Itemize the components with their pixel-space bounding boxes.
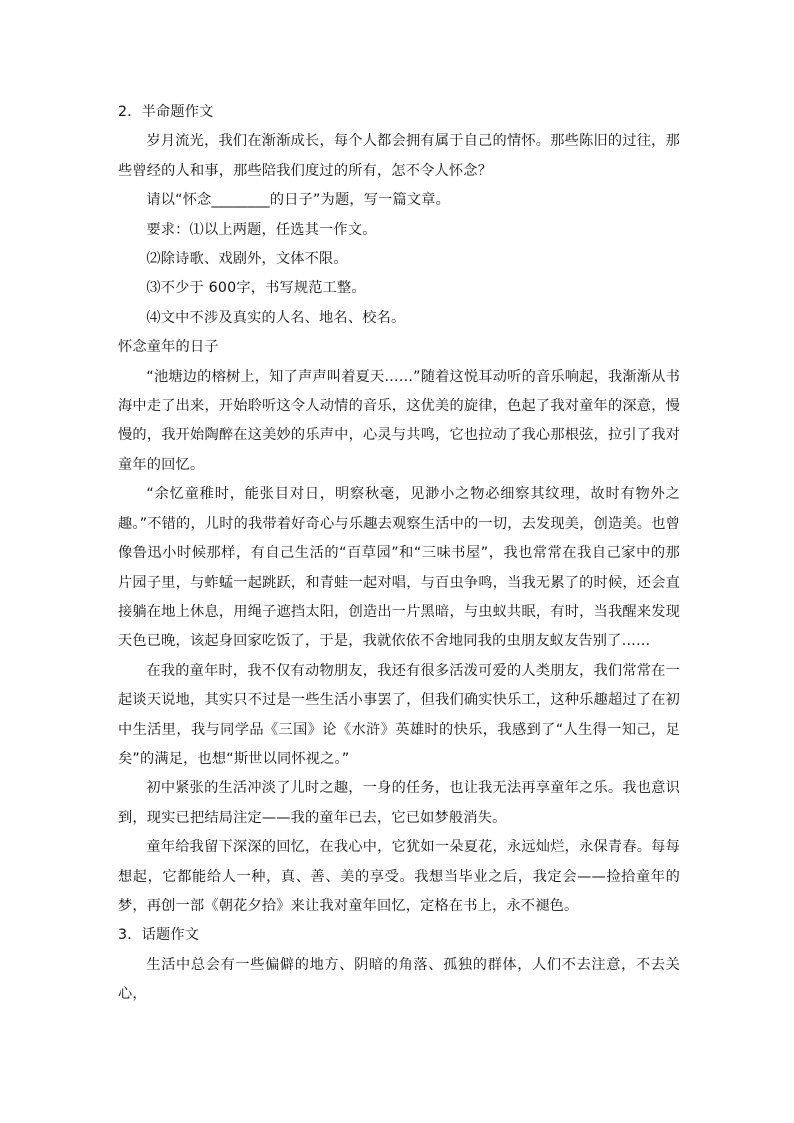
essay-paragraph-2: “余忆童稚时，能张目对日，明察秋毫，见渺小之物必细察其纹理，故时有物外之趣。”不错的，儿时的我带着好奇心与乐趣去观察生活中的一切，去发现美，创造美。也曾像鲁迅小时候那样，有自己生活的“百草园”和“三味书屋”，我也常常在我自己家中的那片园子里，与蚱蜢一起跳跃，和青蛙一起对唱，与百虫争鸣，当我无累了的时候，还会直接躺在地上休息，用绳子遮挡太阳，创造出一片黑暗，与虫蚁共眠，有时，当我醒来发现天色已晚，该起身回家吃饭了，于是，我就依依不舍地同我的虫朋友蚁友告别了……	[118, 486, 680, 650]
essay-paragraph-4: 初中紧张的生活冲淡了儿时之趣，一身的任务，也让我无法再享童年之乐。我也意识到，现实已把结局注定——我的童年已去，它已如梦般消失。	[118, 780, 680, 826]
essay-paragraph-5: 童年给我留下深深的回忆，在我心中，它犹如一朵夏花，永远灿烂，永保青春。每每想起，它都能给人一种，真、善、美的享受。我想当毕业之后，我定会——捡拾童年的梦，再创一部《朝花夕拾》来让我对童年回忆，定格在书上，永不褪色。	[118, 839, 680, 914]
essay-paragraph-1: “池塘边的榕树上，知了声声叫着夏天……”随着这悦耳动听的音乐响起，我渐渐从书海中走了出来，开始聆听这令人动情的音乐，这优美的旋律，色起了我对童年的深意，慢慢的，我开始陶醉在这美妙的乐声中，心灵与共鸣，它也拉动了我心那根弦，拉引了我对童年的回忆。	[118, 368, 680, 473]
document-body	[118, 98, 680, 1010]
section-3-intro: 生活中总会有一些偏僻的地方、阴暗的角落、孤独的群体，人们不去注意，不去关心，	[118, 956, 680, 1003]
requirement-1: 要求：⑴以上两题，任选其一作文。	[146, 221, 377, 238]
section-2-intro: 岁月流光，我们在渐渐成长，每个人都会拥有属于自己的情怀。那些陈旧的过往，那些曾经的人和事，那些陪我们度过的所有，怎不令人怀念？	[118, 133, 680, 179]
essay-title: 怀念童年的日子	[118, 339, 219, 356]
section-2-prompt: 请以“怀念________的日子”为题，写一篇文章。	[146, 192, 451, 209]
section-3-heading: 3．话题作文	[118, 927, 200, 944]
section-2-heading: 2．半命题作文	[118, 104, 214, 120]
requirement-4: ⑷文中不涉及真实的人名、地名、校名。	[146, 309, 406, 326]
requirement-3: ⑶不少于 600字，书写规范工整。	[146, 280, 366, 297]
requirement-2: ⑵除诗歌、戏剧外，文体不限。	[146, 251, 348, 268]
essay-paragraph-3: 在我的童年时，我不仅有动物朋友，我还有很多活泼可爱的人类朋友，我们常常在一起谈天说地，其实只不过是一些生活小事罢了，但我们确实快乐工，这种乐趣超过了在初中生活里，我与同学品《三国》论《水浒》英雄时的快乐，我感到了“人生得一知己，足矣”的满足，也想“斯世以同怀视之。”	[118, 662, 680, 767]
